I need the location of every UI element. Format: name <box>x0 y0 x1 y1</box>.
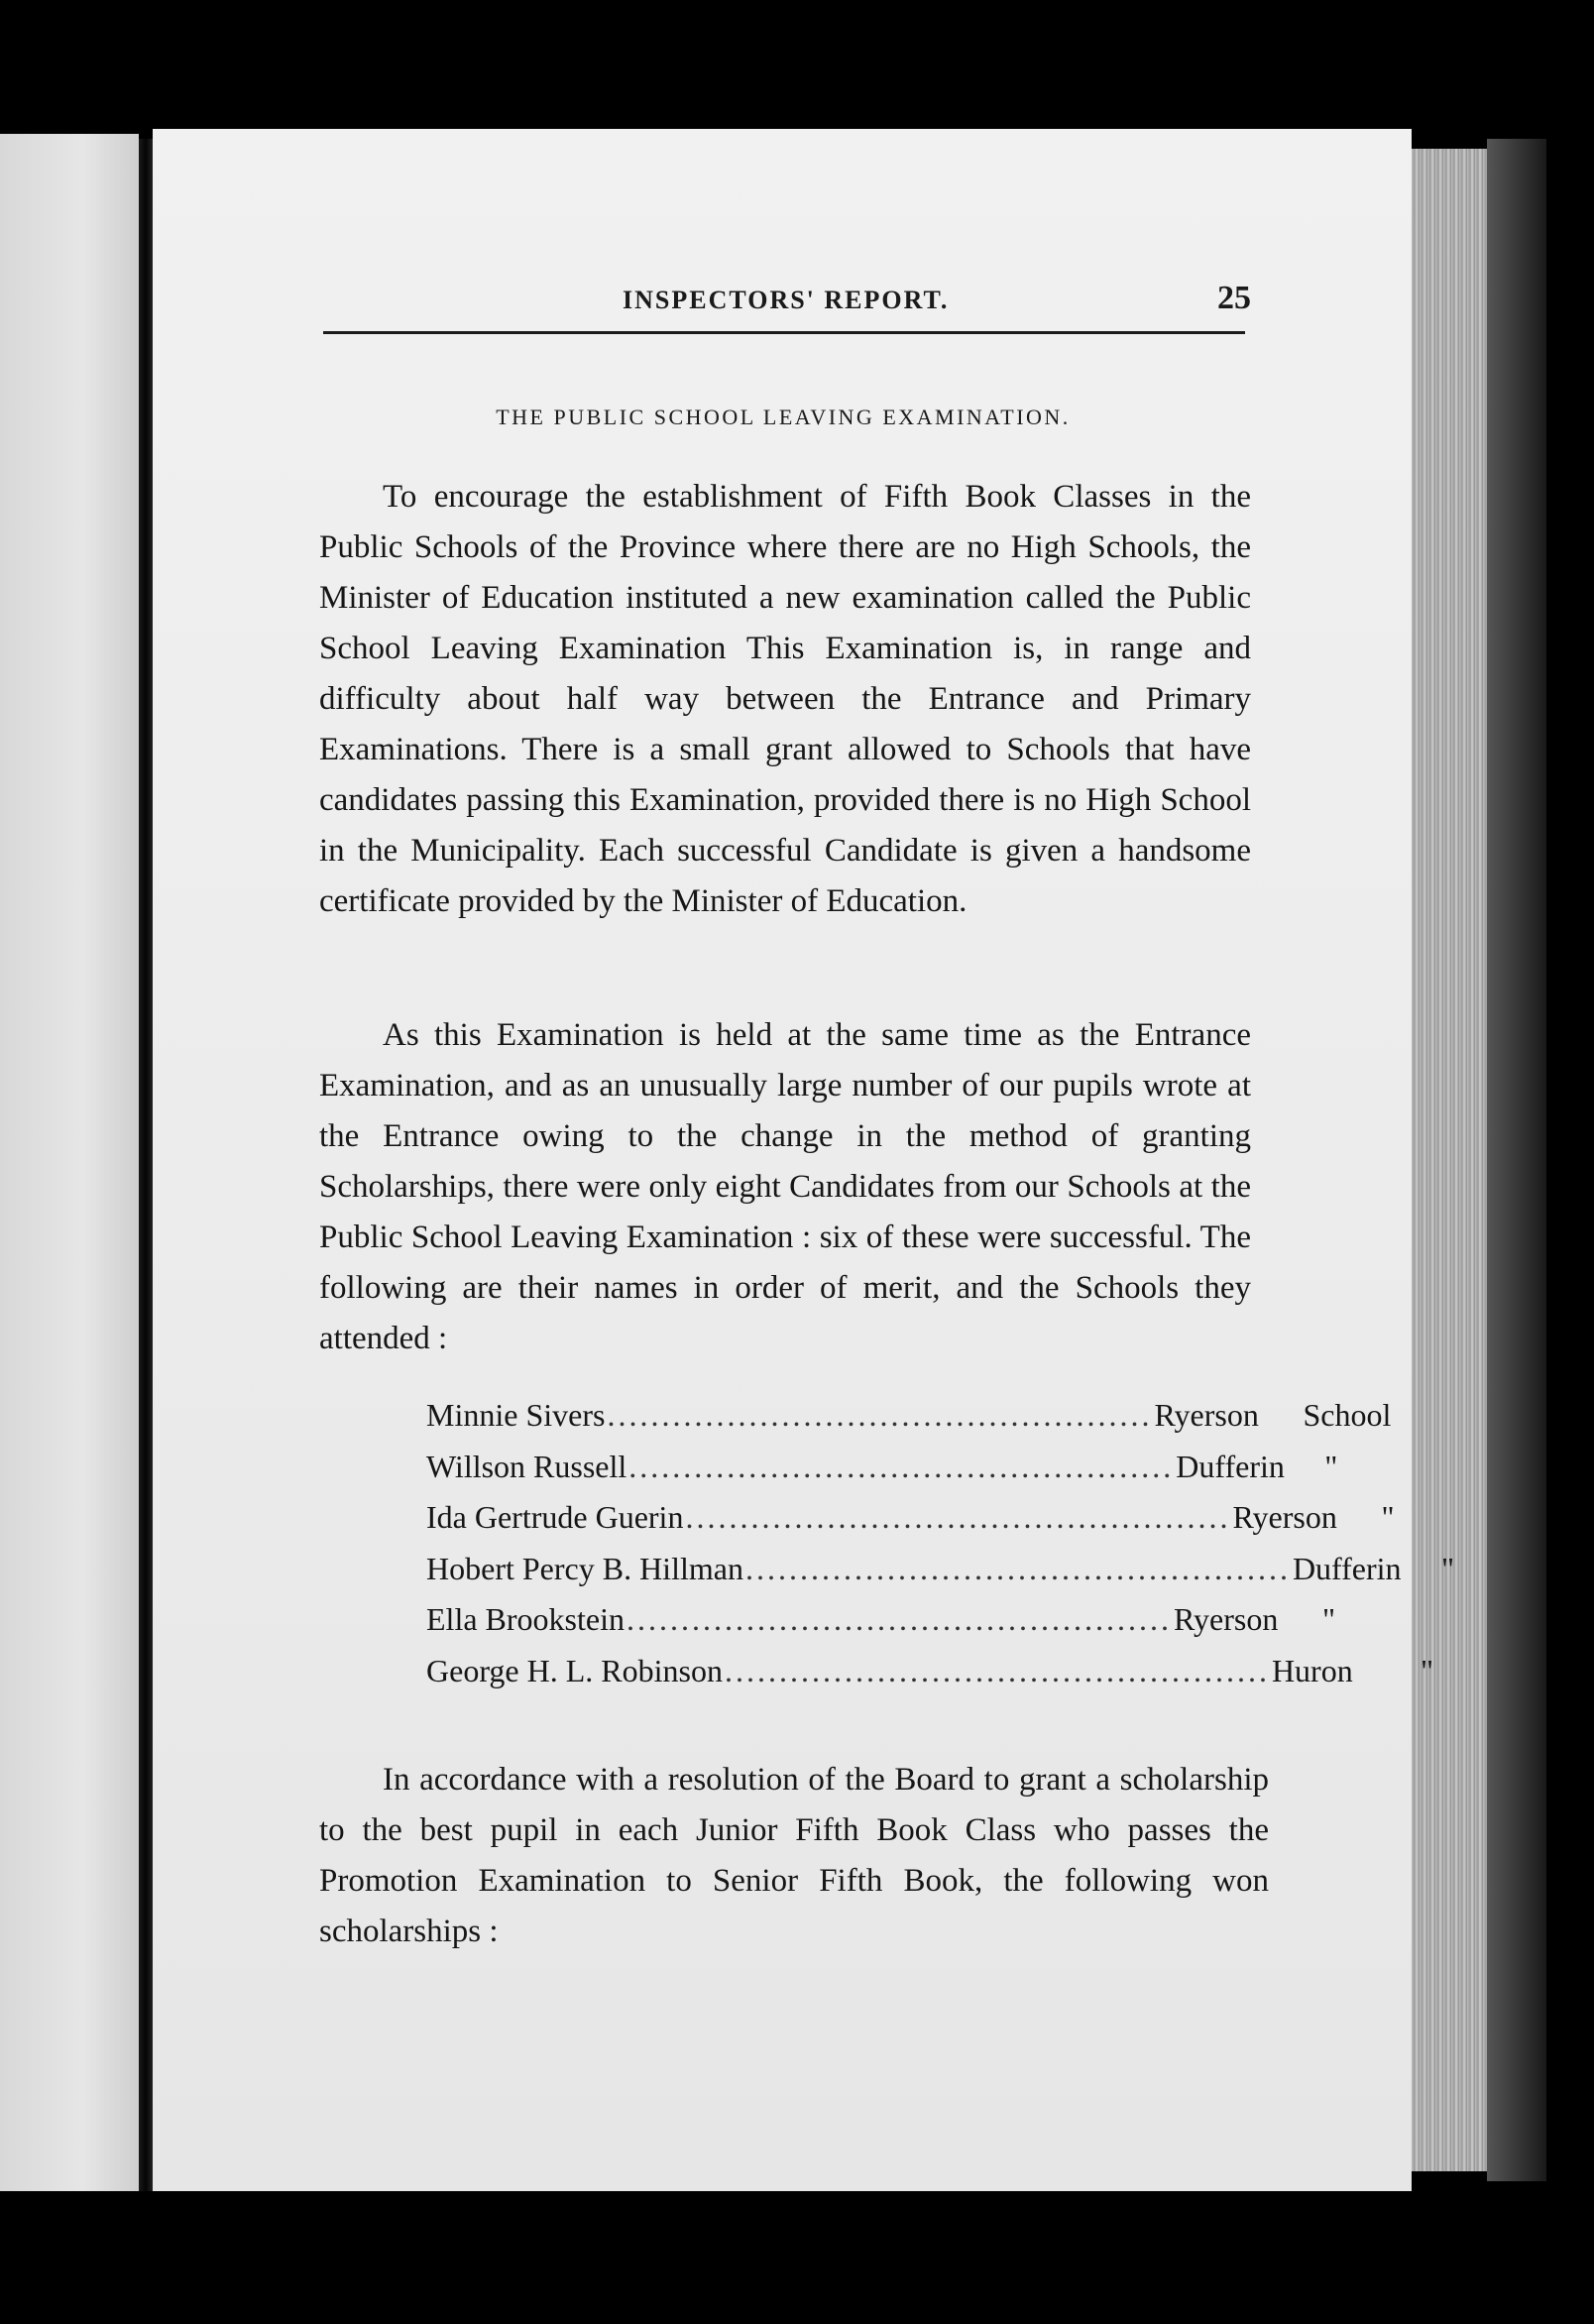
candidate-school: Huron <box>1271 1652 1353 1688</box>
dot-leader: .................................................. <box>626 1601 1172 1637</box>
candidate-school: Ryerson <box>1173 1601 1279 1637</box>
section-title: THE PUBLIC SCHOOL LEAVING EXAMINATION. <box>496 405 1071 429</box>
paragraph-3: In accordance with a resolution of the Board to grant a scholarship to the best pupil in each Junior Fifth Book Class who passes the Promotion Examination to Senior Fifth Book, the following won scholarships : <box>319 1762 1269 1949</box>
facing-page <box>0 134 139 2191</box>
ditto-mark: " <box>1324 1448 1338 1484</box>
list-item <box>426 1499 1395 1551</box>
list-item <box>426 1448 1338 1500</box>
candidate-name: George H. L. Robinson <box>426 1652 723 1688</box>
candidate-name: Hobert Percy B. Hillman <box>426 1550 743 1586</box>
dot-leader: .................................................. <box>724 1652 1270 1688</box>
book-gutter <box>139 139 153 2191</box>
candidate-school: Dufferin <box>1176 1448 1285 1484</box>
dot-leader: .................................................. <box>607 1397 1153 1433</box>
ditto-mark: " <box>1321 1601 1336 1637</box>
list-item <box>426 1550 1454 1602</box>
ditto-mark: School <box>1303 1397 1392 1433</box>
ditto-mark: " <box>1420 1652 1433 1688</box>
candidate-name: Willson Russell <box>426 1448 627 1484</box>
list-item <box>426 1601 1336 1653</box>
header-rule <box>323 331 1245 334</box>
candidate-list <box>426 1397 1454 1703</box>
dot-leader: .................................................. <box>744 1550 1291 1586</box>
dot-leader: .................................................. <box>685 1499 1231 1535</box>
running-head: INSPECTORS' REPORT. <box>623 286 950 314</box>
book-edge-shadow <box>1487 139 1546 2181</box>
candidate-name: Minnie Sivers <box>426 1397 606 1433</box>
dot-leader: .................................................. <box>628 1448 1175 1484</box>
paragraph-1: To encourage the establishment of Fifth Book Classes in the Public Schools of the Province where there are no High Schools, the Minister of Education instituted a new examination called the Public School Leaving Examination This Examination is, in range and difficulty about half way between the Entrance and Primary Examinations. There is a small grant allowed to Schools that have candidates passing this Examination, provided there is no High School in the Municipality. Each successful Candidate is given a handsome certificate provided by the Minister of Education. <box>319 479 1251 919</box>
list-item <box>426 1397 1392 1449</box>
candidate-school: Dufferin <box>1292 1550 1402 1586</box>
candidate-school: Ryerson <box>1154 1397 1259 1433</box>
ditto-mark: " <box>1381 1499 1395 1535</box>
candidate-name: Ida Gertrude Guerin <box>426 1499 684 1535</box>
candidate-name: Ella Brookstein <box>426 1601 625 1637</box>
list-item <box>426 1652 1433 1704</box>
ditto-mark: " <box>1440 1550 1454 1586</box>
candidate-school: Ryerson <box>1232 1499 1337 1535</box>
page-header <box>315 280 1251 329</box>
paragraph-2: As this Examination is held at the same time as the Entrance Examination, and as an unusually large number of our pupils wrote at the Entrance owing to the change in the method of granting Scholarships, there were only eight Candidates from our Schools at the Public School Leaving Examination : six of these were successful. The following are their names in order of merit, and the Schools they attended : <box>319 1017 1251 1356</box>
page-number: 25 <box>1217 280 1251 316</box>
